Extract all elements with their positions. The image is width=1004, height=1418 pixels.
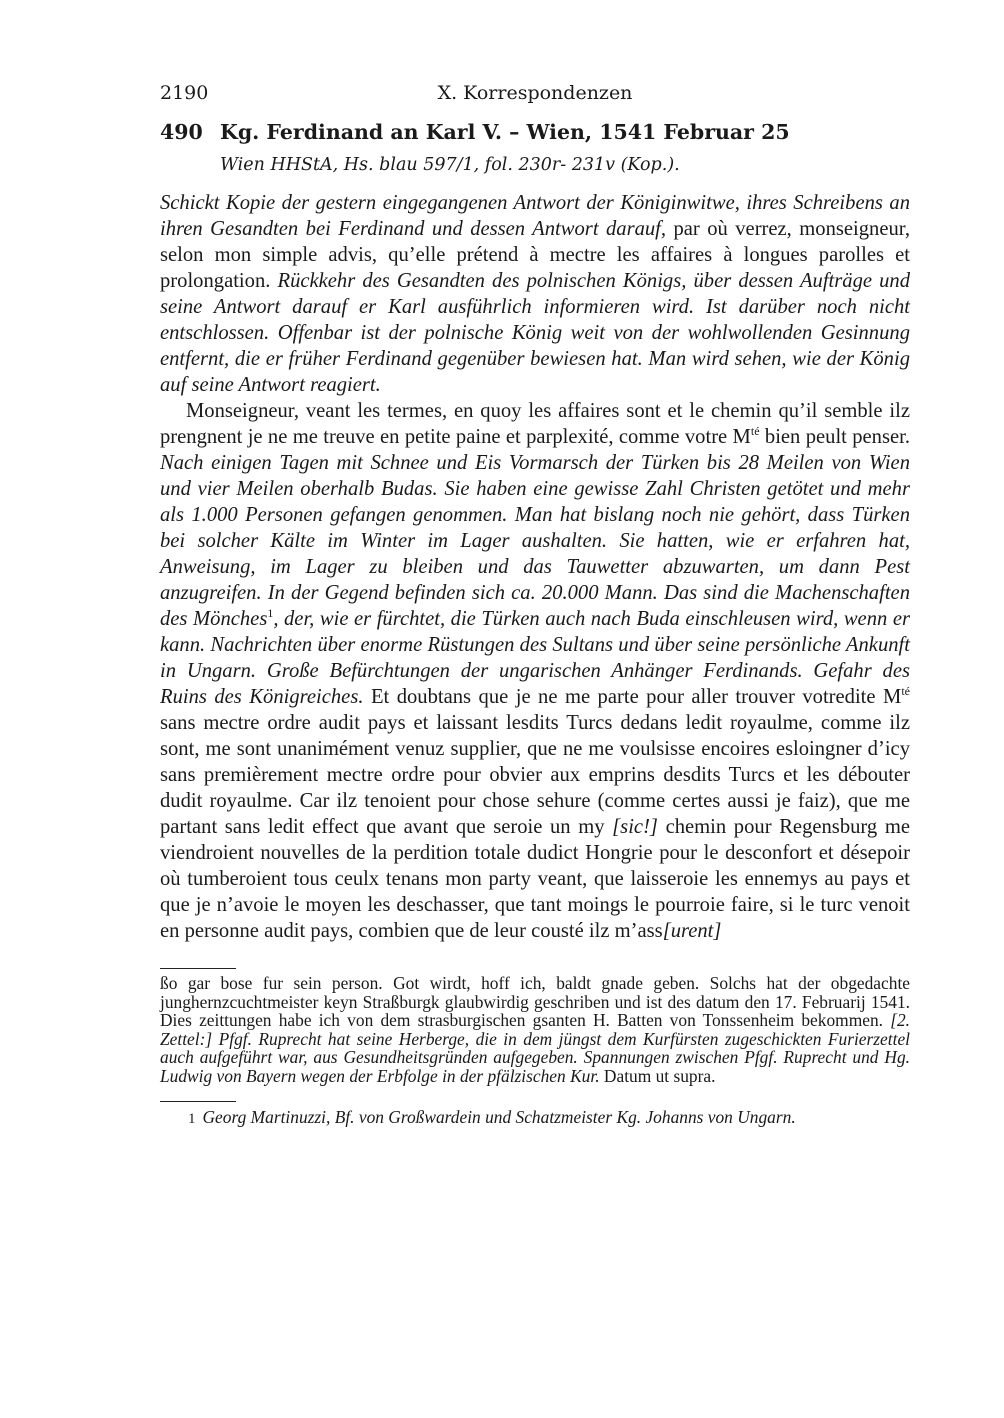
footnote-text: Datum ut supra. [599,1065,716,1086]
footnote-text: Georg Martinuzzi, Bf. von Großwardein und Schatzmeister Kg. Johanns von Ungarn. [202,1106,796,1127]
footnote-1 [160,1107,910,1129]
running-head [160,78,910,108]
body-text [160,190,910,944]
page [160,78,910,1129]
page-number: 2190 [160,82,209,104]
french-text: Monseigneur, veant les termes, en quoy les affaires sont et le chemin qu’il semble ilz prengnent je ne me treuve en petite paine et parplexité, comme votre M [160,400,910,448]
footnote-text: ßo gar bose fur sein person. Got wirdt, hoff ich, baldt gnade geben. Solchs hat der obgedachte junghernzcuchtmeister keyn Straßburgk glaubwirdig geschriben und ist des datum den 17. Februarij 1541. Dies zeittungen habe ich von dem strasburgischen gsanten H. Batten von Tonssenheim bekommen. [160,973,910,1031]
footnote-divider [160,968,236,969]
french-text: bien peult penser. [759,426,910,448]
paragraph-main [160,398,910,944]
regest-summary: Nach einigen Tagen mit Schnee und Eis Vormarsch der Türken bis 28 Meilen von Wien und vier Meilen oberhalb Budas. Sie haben eine gewisse Zahl Christen getötet und mehr als 1.000 Personen gefangen genommen. Man hat bislang noch nie gehört, dass Türken bei solcher Kälte im Winter im Lager aushalten. Sie hatten, wie er erfahren hat, Anweisung, im Lager zu bleiben und das Tauwetter abzuwarten, um dann Pest anzugreifen. In der Gegend befinden sich ca. 20.000 Mann. Das sind die Machenschaften des Mönches [160,452,910,630]
footnote-divider [160,1101,236,1102]
superscript: té [901,684,910,698]
section-title: X. Korrespondenzen [437,82,633,104]
paragraph-regest [160,190,910,398]
document-heading [160,118,910,146]
editorial-note: [urent] [662,920,722,942]
french-quote: par où verrez, monseigneur, selon mon simple advis, qu’elle prétend à mectre les affaires à longues parolles et prolongation. [160,218,910,292]
editorial-note: [sic!] [612,816,658,838]
source-citation: Wien HHStA, Hs. blau 597/1, fol. 230r- 231v (Kop.). [220,155,680,175]
french-text: sans mectre ordre audit pays et laissant lesdits Turcs dedans ledit royaulme, comme ilz sont, me sont unanimément venuz supplier, que ne me voulsisse encoires esloingner d’icy sans premièrement mectre ordre pour obvier aux emprins desdits Turcs et les débouter dudit royaulme. Car ilz tenoient pour chose sehure (comme certes aussi je faiz), que me partant sans ledit effect que avant que seroie un my [160,712,910,838]
french-text: Et doubtans que je ne me parte pour aller trouver votredite M [363,686,902,708]
footnote-continuation [160,974,910,1086]
document-title: Kg. Ferdinand an Karl V. – Wien, 1541 Februar 25 [220,120,790,144]
footnote-reference[interactable]: 1 [267,606,274,620]
footnote-summary: [2. Zettel:] Pfgf. Ruprecht hat seine Herberge, die in dem jüngst dem Kurfürsten zugeschickten Furierzettel auch aufgeführt war, aus Gesundheitsgründen aufgegeben. Spannungen zwischen Pfgf. Ruprecht und Hg. Ludwig von Bayern wegen der Erbfolge in der pfälzischen Kur. [160,1010,910,1086]
regest-summary: Schickt Kopie der gestern eingegangenen Antwort der Königinwitwe, ihres Schreibens an ihren Gesandten bei Ferdinand und dessen Antwort darauf, [160,192,910,240]
document-number: 490 [160,120,203,144]
french-text: chemin pour Regensburg me viendroient nouvelles de la perdition totale dudict Hongrie pour le desconfort et désepoir où tumberoient tous ceulx tenans mon party veant, que laisseroie les ennemys au pays et que je n’avoie le moyen les deschasser, que tant moings le pourroie faire, si le turc venoit en personne audit pays, combien que de leur cousté ilz m’ass [160,816,910,942]
regest-summary: Rückkehr des Gesandten des polnischen Königs, über dessen Aufträge und seine Antwort darauf er Karl ausführlich informieren wird. Ist darüber noch nicht entschlossen. Offenbar ist der polnische König weit von der wohlwollenden Gesinnung entfernt, die er früher Ferdinand gegenüber bewiesen hat. Man wird sehen, wie der König auf seine Antwort reagiert. [160,270,910,396]
footnote-mark: 1 [188,1110,196,1127]
superscript: té [750,424,760,438]
regest-summary: , der, wie er fürchtet, die Türken auch nach Buda einschleusen wird, wenn er kann. Nachrichten über enorme Rüstungen des Sultans und über seine persönliche Ankunft in Ungarn. Große Befürchtungen der ungarischen Anhänger Ferdinands. Gefahr des Ruins des Königreiches. [160,608,910,708]
